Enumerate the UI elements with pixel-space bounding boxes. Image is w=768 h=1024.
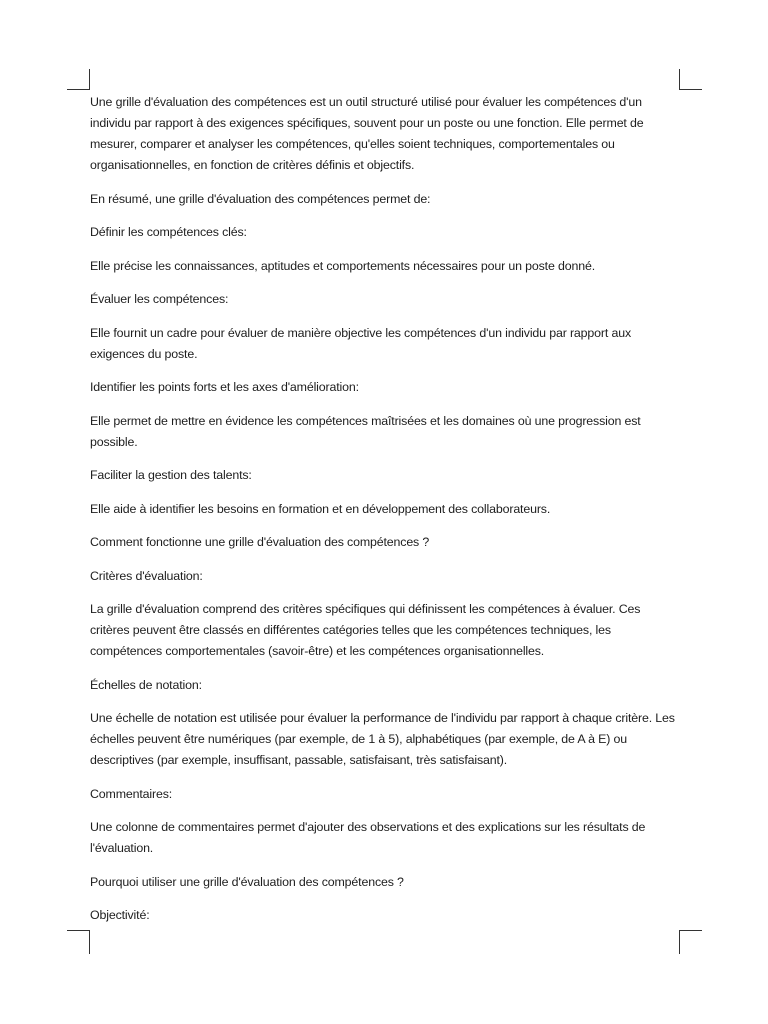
crop-mark-bottom-right — [679, 930, 702, 954]
summary-heading: En résumé, une grille d'évaluation des compétences permet de: — [90, 191, 431, 206]
question-heading: Comment fonctionne une grille d'évaluation des compétences ? — [90, 535, 430, 549]
crop-mark-top-left — [67, 69, 90, 90]
section-label: Évaluer les compétences: — [90, 292, 229, 306]
crop-mark-top-right — [679, 69, 702, 90]
section-label: Identifier les points forts et les axes d'amélioration: — [90, 380, 359, 394]
section-label: Faciliter la gestion des talents: — [90, 468, 252, 482]
crop-mark-bottom-left — [67, 930, 90, 954]
section-text: Elle fournit un cadre pour évaluer de manière objective les compétences d'un individu par rapport aux exigences du poste. — [90, 325, 631, 361]
question-heading: Pourquoi utiliser une grille d'évaluation des compétences ? — [90, 874, 404, 889]
section-text: Elle aide à identifier les besoins en formation et en développement des collaborateurs. — [90, 501, 551, 516]
section-text: Elle permet de mettre en évidence les compétences maîtrisées et les domaines où une progression est possible. — [90, 413, 641, 449]
intro-paragraph: Une grille d'évaluation des compétences est un outil structuré utilisé pour évaluer les compétences d'un individu par rapport à des exigences spécifiques, souvent pour un poste ou une fonction. Elle permet de mesurer, comparer et analyser les compétences, qu'elles soient techniques, comportementales ou organisationnelles, en fonction de critères définis et objectifs. — [90, 95, 644, 172]
section-label: Définir les compétences clés: — [90, 225, 247, 239]
section-text: Elle précise les connaissances, aptitudes et comportements nécessaires pour un poste donné. — [90, 258, 595, 273]
section-label: Commentaires: — [90, 786, 173, 801]
section-label: Objectivité: — [90, 908, 150, 922]
section-label: Échelles de notation: — [90, 677, 202, 692]
section-text: Une colonne de commentaires permet d'ajouter des observations et des explications sur les résultats de l'évaluation. — [90, 820, 646, 855]
document-body — [90, 92, 680, 939]
section-text: La grille d'évaluation comprend des critères spécifiques qui définissent les compétences à évaluer. Ces critères peuvent être classés en différentes catégories telles que les compétences techniques, les compétences comportementales (savoir-être) et les compétences organisationnelles. — [90, 602, 641, 658]
section-text: Une échelle de notation est utilisée pour évaluer la performance de l'individu par rapport à chaque critère. Les échelles peuvent être numériques (par exemple, de 1 à 5), alphabétiques (par exemple, de A à E) ou descriptives (par exemple, insuffisant, passable, satisfaisant, très satisfaisant). — [90, 711, 675, 767]
section-label: Critères d'évaluation: — [90, 568, 203, 583]
